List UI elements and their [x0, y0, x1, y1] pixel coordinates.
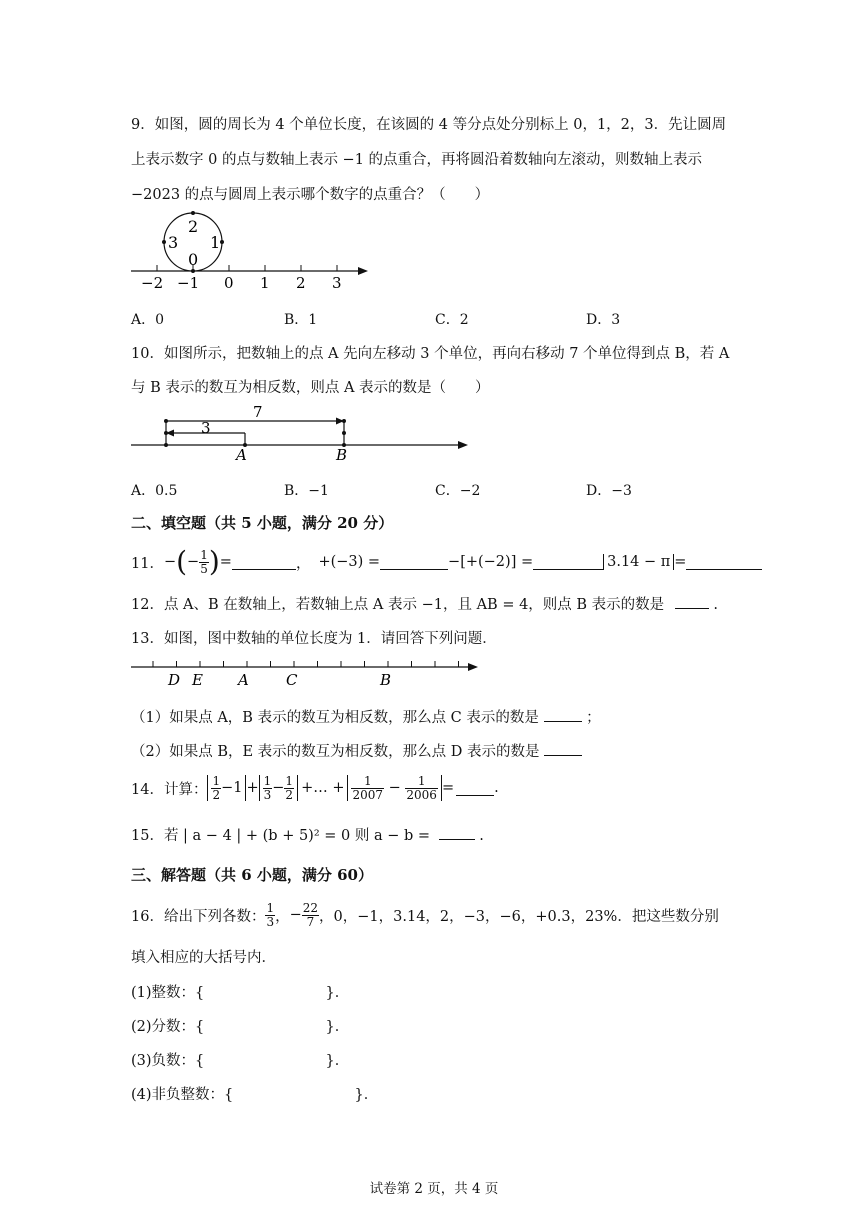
dot — [164, 443, 168, 447]
q9-line2: 上表示数字 0 的点与数轴上表示 −1 的点重合，再将圆沿着数轴向左滚动，则数轴上表示 — [131, 152, 703, 168]
q9-option-d[interactable]: D．3 — [586, 312, 621, 328]
tick-label: −2 — [141, 274, 164, 292]
point-c-label: C — [286, 671, 298, 689]
item-label: (4)非负整数：{ — [131, 1087, 234, 1103]
q11-abs: 3.14 − π — [603, 554, 674, 570]
q16-line1 — [131, 895, 719, 935]
point-b-label: B — [380, 671, 392, 689]
q16-item-3 — [131, 1049, 349, 1070]
q14-dots: +… + — [301, 780, 345, 796]
q14 — [131, 768, 499, 808]
q11-e1-eq: = — [219, 554, 232, 570]
q13-sub1-text: （1）如果点 A，B 表示的数互为相反数，那么点 C 表示的数是 — [131, 710, 539, 726]
q16-rest: ，0，−1，3.14，2，−3，−6，+0.3，23%．把这些数分别 — [319, 908, 719, 925]
dot — [342, 431, 346, 435]
fraction: $\frac{22}{7}$ — [302, 900, 319, 929]
q10-line2: 与 B 表示的数互为相反数，则点 A 表示的数是（ ） — [131, 380, 490, 396]
q11-blank-4[interactable] — [686, 555, 762, 570]
circle-point-1 — [220, 240, 224, 244]
circle-point-2 — [191, 211, 195, 215]
q16-item-1 — [131, 981, 349, 1002]
q15-blank[interactable] — [439, 825, 475, 840]
q10-figure — [125, 404, 475, 464]
fraction: $\frac{1}{2007}$ — [352, 773, 384, 802]
item-label: (3)负数：{ — [131, 1053, 205, 1069]
circle-label-2: 2 — [188, 217, 199, 236]
tick-label: −1 — [177, 274, 200, 292]
circle-label-3: 3 — [168, 233, 179, 252]
q12-end: . — [713, 597, 718, 613]
q13-sub1-end: ； — [586, 710, 601, 726]
axis-arrow — [468, 663, 478, 671]
q11-blank-1[interactable] — [232, 555, 296, 570]
q11-sep: ， — [295, 555, 311, 572]
q10-option-d[interactable]: D．−3 — [586, 483, 632, 499]
q11-paren-close: ) — [208, 545, 220, 578]
item-label: (1)整数：{ — [131, 985, 205, 1001]
point-e-label: E — [192, 671, 203, 689]
q15-text: 15．若 | a − 4 | + (b + 5)² = 0 则 a − b = — [131, 828, 431, 844]
fraction: $\frac{1}{3}$ — [266, 900, 275, 929]
q11-e4-eq: = — [674, 554, 687, 570]
q9-line1: 9．如图，圆的周长为 4 个单位长度，在该圆的 4 等分点处分别标上 0，1，2，3．先让圆周 — [131, 117, 727, 133]
q13-blank-2[interactable] — [544, 741, 582, 756]
q11-e2: +(−3) = — [318, 554, 381, 570]
fraction: $\frac{1}{2}$ — [212, 773, 221, 802]
item-label: (2)分数：{ — [131, 1019, 205, 1035]
q11-e1-minus-inner: − — [187, 554, 200, 570]
plus: + — [246, 780, 259, 796]
dot — [164, 431, 168, 435]
tick-label: 1 — [260, 274, 270, 292]
tick-label: 3 — [332, 274, 342, 292]
q10-option-b[interactable]: B．−1 — [284, 483, 329, 499]
point-a-label: A — [238, 671, 249, 689]
q14-term-3: $\frac{1}{2007}$ − $\frac{1}{2006}$ — [347, 775, 441, 801]
q11-num: 11． — [131, 555, 164, 572]
fraction: $\frac{1}{2}$ — [285, 773, 294, 802]
tick-label: 0 — [224, 274, 234, 292]
q12-text: 12．点 A、B 在数轴上，若数轴上点 A 表示 −1，且 AB = 4，则点 B 表示的数是 — [131, 597, 665, 613]
q13-text: 13．如图，图中数轴的单位长度为 1．请回答下列问题． — [131, 631, 497, 647]
q12-blank[interactable] — [675, 594, 709, 609]
q9-option-c[interactable]: C．2 — [435, 312, 469, 328]
tick-label: 2 — [296, 274, 306, 292]
q16-sep: ， — [275, 908, 290, 925]
q11-e1-minus: − — [163, 554, 177, 570]
q14-end: . — [494, 780, 499, 796]
term-rest: −1 — [221, 780, 243, 796]
circle-label-0: 0 — [188, 250, 199, 269]
point-d-label: D — [168, 671, 181, 689]
circle-point-3 — [162, 240, 166, 244]
q14-blank[interactable] — [456, 781, 494, 796]
q10-line1: 10．如图所示，把数轴上的点 A 先向左移动 3 个单位，再向右移动 7 个单位得到点 B，若 A — [131, 346, 730, 362]
page-footer: 试卷第 2 页，共 4 页 — [369, 1181, 499, 1197]
q16-item-2 — [131, 1015, 349, 1036]
q11-e3: −[+(−2)] = — [448, 554, 534, 570]
q11-blank-2[interactable] — [380, 555, 448, 570]
axis-arrow — [458, 441, 468, 449]
q13-figure — [125, 656, 495, 692]
q13-sub2-text: （2）如果点 B，E 表示的数互为相反数，那么点 D 表示的数是 — [131, 744, 540, 760]
section-3-heading: 三、解答题（共 6 小题，满分 60） — [131, 866, 373, 884]
q16-neg: − — [289, 907, 302, 923]
circle-label-1: 1 — [210, 233, 221, 252]
q11 — [131, 544, 762, 580]
q9-line3: −2023 的点与圆周上表示哪个数字的点重合？（ ） — [131, 187, 490, 203]
q16-item-4 — [131, 1083, 378, 1104]
q11-blank-3[interactable] — [533, 555, 603, 570]
label-3: 3 — [201, 419, 211, 437]
q15 — [131, 824, 484, 845]
q9-option-b[interactable]: B．1 — [284, 312, 318, 328]
dot — [342, 419, 346, 423]
q16-line2: 填入相应的大括号内． — [131, 950, 276, 966]
item-close: }． — [325, 985, 350, 1001]
q11-fraction: $\frac{1}{5}$ — [200, 547, 208, 576]
q13-sub2 — [131, 740, 582, 761]
q13-blank-1[interactable] — [544, 707, 582, 722]
item-close: }． — [325, 1053, 350, 1069]
fraction: $\frac{1}{3}$ — [263, 773, 272, 802]
q12 — [131, 593, 718, 614]
q14-term-2: $\frac{1}{3}$ − $\frac{1}{2}$ — [259, 775, 298, 801]
axis-arrow — [358, 267, 368, 275]
item-close: }． — [354, 1087, 379, 1103]
tick-group — [153, 661, 459, 667]
q11-paren-open: ( — [176, 545, 188, 578]
q9-figure — [125, 205, 385, 295]
q10-option-a[interactable]: A．0.5 — [131, 483, 178, 499]
fraction: $\frac{1}{2006}$ — [406, 773, 437, 802]
q14-eq: = — [441, 780, 455, 796]
label-7: 7 — [253, 404, 263, 421]
point-a-label: A — [236, 446, 247, 464]
item-close: }． — [325, 1019, 350, 1035]
q14-term-1 — [207, 775, 246, 801]
point-b-label: B — [336, 446, 348, 464]
dot — [164, 419, 168, 423]
q9-option-a[interactable]: A．0 — [131, 312, 165, 328]
q10-option-c[interactable]: C．−2 — [435, 483, 481, 499]
q16-pre: 16．给出下列各数： — [131, 908, 266, 925]
q14-label: 14．计算： — [131, 781, 208, 798]
q13-sub1 — [131, 706, 601, 727]
q15-end: . — [479, 828, 484, 844]
section-2-heading: 二、填空题（共 5 小题，满分 20 分） — [131, 514, 394, 532]
